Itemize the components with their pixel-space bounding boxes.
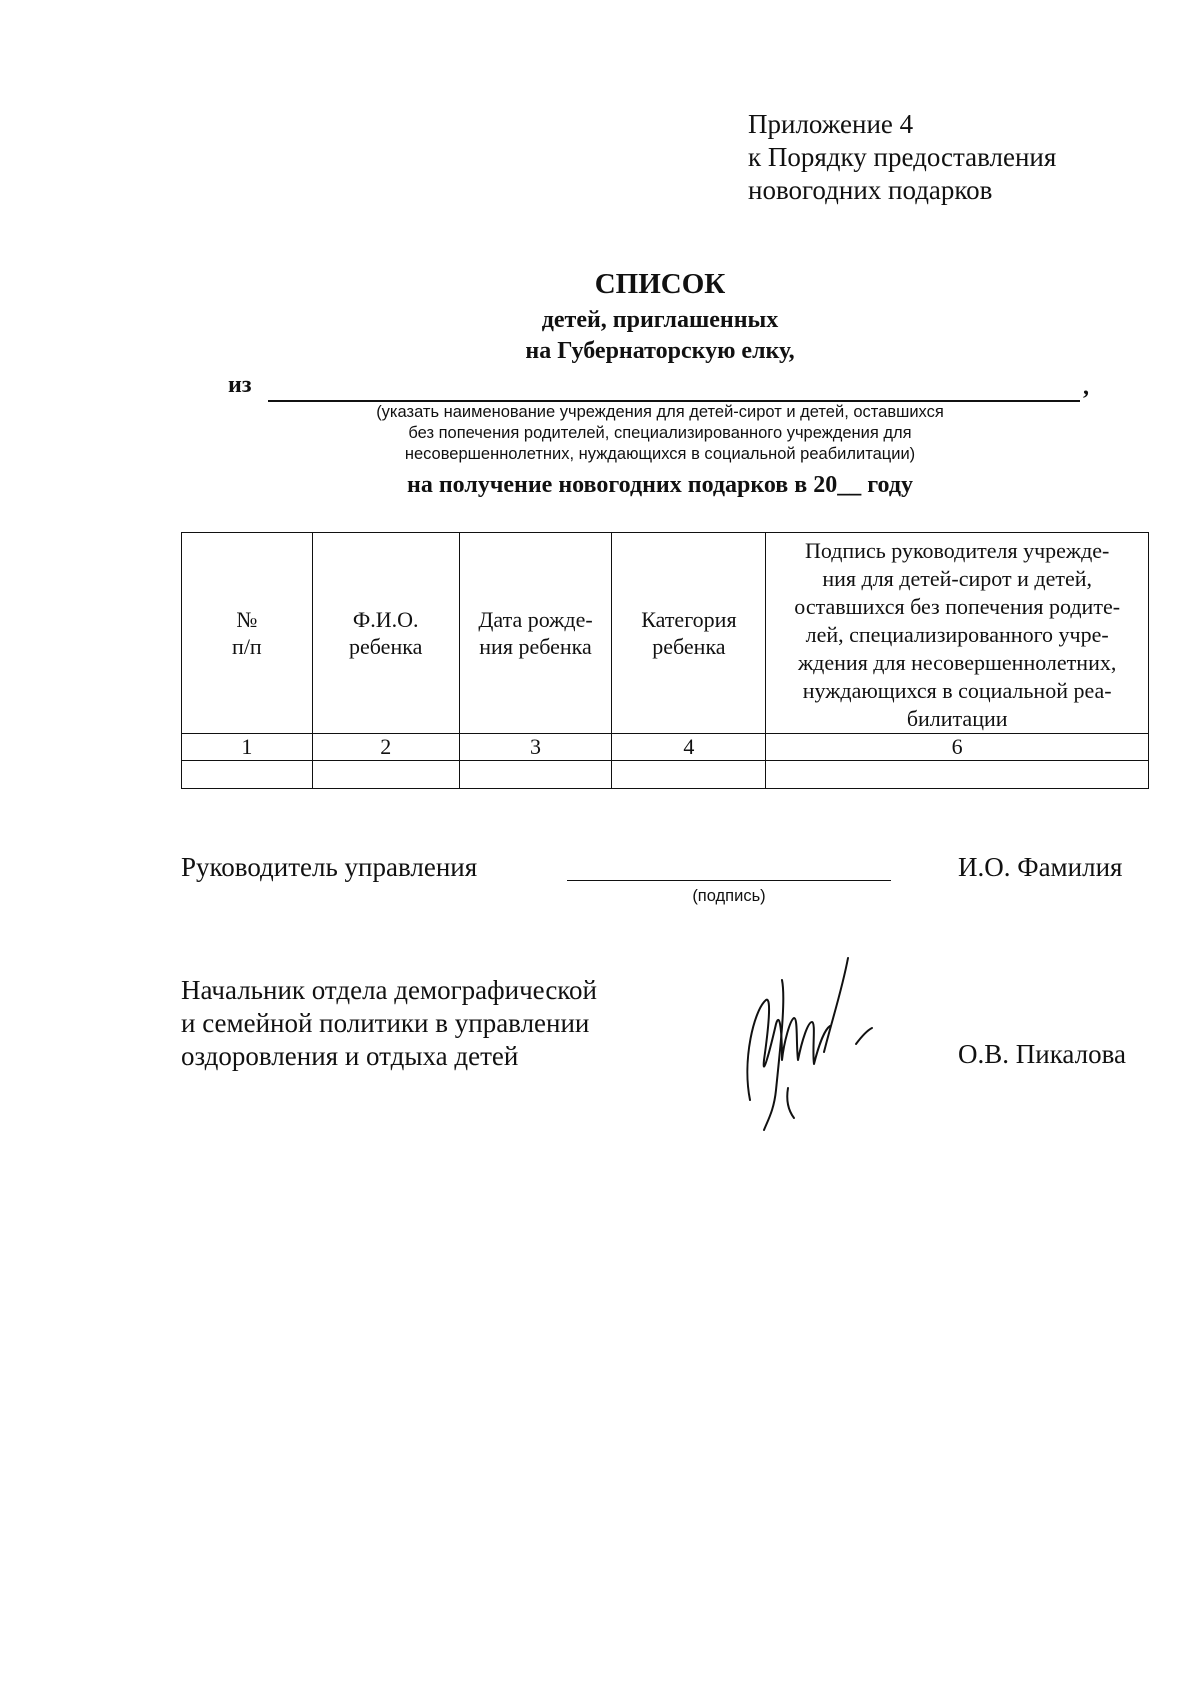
table-cell-full-name[interactable] — [312, 761, 459, 789]
header-head-signature — [766, 533, 1149, 734]
appendix-note — [748, 108, 1056, 207]
header-signature-line-2: ния для детей-сирот и детей, — [822, 566, 1092, 591]
table-header-row — [182, 533, 1149, 734]
signature-caption: (подпись) — [692, 887, 766, 905]
from-label: из — [228, 372, 252, 398]
hint-line-2: без попечения родителей, специализированного учреждения для — [408, 424, 912, 442]
appendix-line-3: новогодних подарков — [748, 175, 993, 205]
table-cell-birth-date[interactable] — [459, 761, 612, 789]
header-full-name-line-1: Ф.И.О. — [352, 607, 419, 632]
signature-stroke-tick — [856, 1028, 872, 1044]
header-number-line-2: п/п — [232, 634, 262, 659]
header-number-line-1: № — [236, 607, 258, 632]
chief-name: О.В. Пикалова — [958, 1039, 1126, 1069]
header-signature-line-7: билитации — [906, 706, 1008, 731]
children-table — [181, 532, 1149, 789]
header-full-name — [312, 533, 459, 734]
table-row — [182, 761, 1149, 789]
hint-line-1: (указать наименование учреждения для детей-сирот и детей, оставшихся — [376, 403, 944, 421]
appendix-line-2: к Порядку предоставления — [748, 142, 1057, 172]
header-birth-date-line-2: ния ребенка — [479, 634, 592, 659]
table-number-row — [182, 734, 1149, 761]
header-signature-line-5: ждения для несовершеннолетних, — [797, 650, 1117, 675]
chief-title-line-3: оздоровления и отдыха детей — [181, 1041, 519, 1071]
header-birth-date-line-1: Дата рожде- — [478, 607, 593, 632]
signature-stroke-slash — [824, 958, 848, 1052]
header-full-name-line-2: ребенка — [349, 634, 423, 659]
table-cell-number[interactable] — [182, 761, 313, 789]
chief-title — [181, 974, 597, 1073]
header-signature-line-1: Подпись руководителя учрежде- — [804, 538, 1110, 563]
table-cell-signature[interactable] — [766, 761, 1149, 789]
appendix-line-1: Приложение 4 — [748, 109, 914, 139]
hint-line-3: несовершеннолетних, нуждающихся в социальной реабилитации) — [404, 445, 916, 463]
head-signature-field[interactable] — [567, 880, 891, 881]
document-title: СПИСОК — [594, 268, 726, 300]
document-subtitle-2: на Губернаторскую елку, — [525, 338, 795, 364]
handwritten-signature — [720, 940, 920, 1140]
signature-stroke-main — [747, 1000, 830, 1100]
header-category-line-1: Категория — [641, 607, 737, 632]
column-number-3: 3 — [459, 734, 612, 761]
from-comma: , — [1083, 374, 1089, 400]
purpose-line: на получение новогодних подарков в 20__ году — [407, 472, 913, 498]
header-number — [182, 533, 313, 734]
column-number-6: 6 — [766, 734, 1149, 761]
column-number-4: 4 — [612, 734, 766, 761]
header-signature-line-3: оставшихся без попечения родите- — [794, 594, 1121, 619]
head-of-department-name: И.О. Фамилия — [958, 852, 1123, 882]
signature-stroke-long — [764, 980, 783, 1130]
chief-title-line-1: Начальник отдела демографической — [181, 975, 597, 1005]
head-of-department-title: Руководитель управления — [181, 852, 478, 882]
chief-title-line-2: и семейной политики в управлении — [181, 1008, 590, 1038]
document-subtitle-1: детей, приглашенных — [541, 307, 779, 333]
column-number-2: 2 — [312, 734, 459, 761]
signature-stroke-tail — [787, 1088, 794, 1118]
column-number-1: 1 — [182, 734, 313, 761]
header-signature-line-4: лей, специализированного учре- — [805, 622, 1109, 647]
header-category — [612, 533, 766, 734]
table-cell-category[interactable] — [612, 761, 766, 789]
institution-hint — [0, 402, 1200, 465]
header-birth-date — [459, 533, 612, 734]
header-category-line-2: ребенка — [652, 634, 726, 659]
header-signature-line-6: нуждающихся в социальной реа- — [802, 678, 1112, 703]
